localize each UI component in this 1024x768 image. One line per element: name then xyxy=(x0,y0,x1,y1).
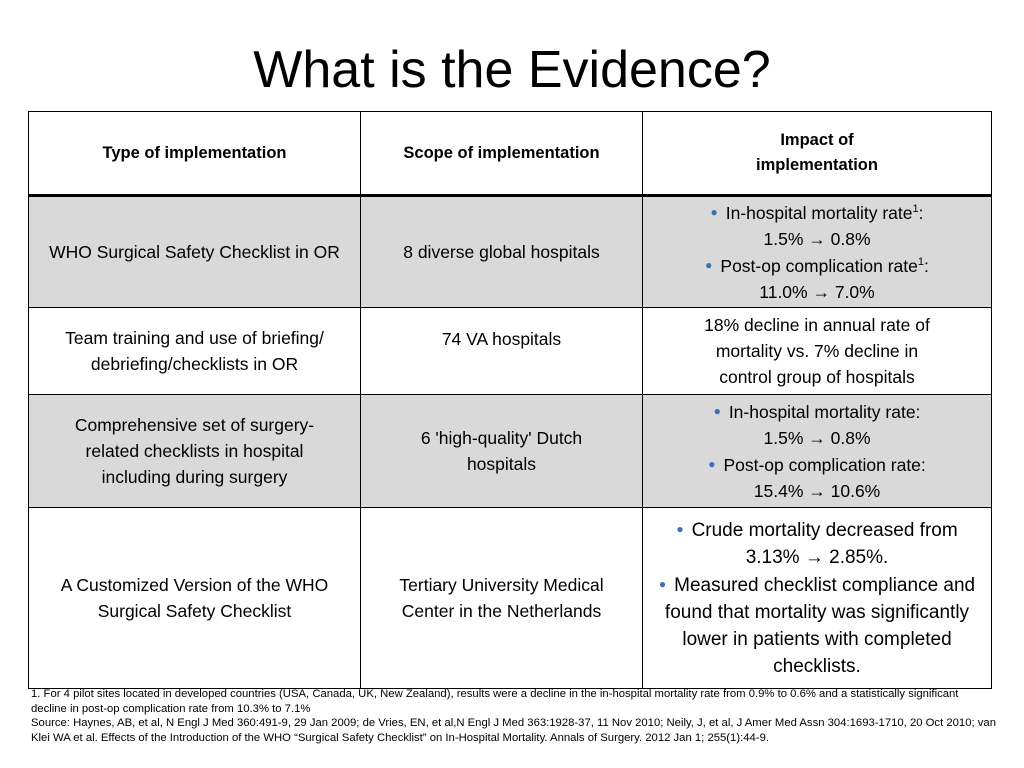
footnote-marker: 1 xyxy=(912,203,919,216)
row3-scope-text: 6 'high-quality' Dutch hospitals xyxy=(420,428,583,474)
impact-value: 1.5% → 0.8% xyxy=(763,229,871,249)
bullet-icon: ● xyxy=(710,205,718,219)
impact-value: 11.0% → 7.0% xyxy=(759,282,875,302)
list-item xyxy=(651,516,983,571)
row4-scope xyxy=(361,508,643,689)
list-item xyxy=(651,451,983,504)
impact-label: In-hospital mortality rate xyxy=(725,203,913,223)
row2-type xyxy=(29,308,361,395)
bullet-icon: ● xyxy=(658,577,667,591)
bullet-icon: ● xyxy=(705,258,713,272)
impact-label: In-hospital mortality rate: xyxy=(728,402,921,422)
page-title: What is the Evidence? xyxy=(253,41,771,99)
table-row xyxy=(29,308,992,395)
table-row xyxy=(29,508,992,689)
row4-type-text: A Customized Version of the WHO Surgical Safety Checklist xyxy=(60,575,329,621)
footnote-source: Source: Haynes, AB, et al, N Engl J Med 360:491-9, 29 Jan 2009; de Vries, EN, et al,N Engl J Med 363:1928-37, 11 Nov 2010; Neily, J, et al, J Amer Med Assn 304:1693-1710, 20 Oct 2010; van Klei WA et al. Effects of the Introduction of the WHO “Surgical Safety Checklist” on In-Hospital Mortality. Annals of Surgery. 2012 Jan 1; 255(1):44-9. xyxy=(31,717,996,744)
table-row xyxy=(29,196,992,308)
row4-impact xyxy=(643,508,992,689)
evidence-table xyxy=(28,111,992,689)
header-scope: Scope of implementation xyxy=(361,112,643,196)
bullet-icon: ● xyxy=(708,457,716,471)
list-item: ● Post-op complication rate$^1$: 11.0% → 7.0% xyxy=(705,256,929,302)
row2-impact xyxy=(643,308,992,395)
row1-scope: 8 diverse global hospitals xyxy=(361,196,643,308)
table-header-row xyxy=(29,112,992,196)
row3-impact xyxy=(643,395,992,508)
header-impact-text: Impact of implementation xyxy=(756,131,878,174)
row4-scope-text: Tertiary University Medical Center in the Netherlands xyxy=(399,575,604,621)
footnote xyxy=(31,687,997,745)
row2-type-text: Team training and use of briefing/ debriefing/checklists in OR xyxy=(65,328,324,374)
impact-value: 1.5% → 0.8% xyxy=(763,428,871,448)
row3-type xyxy=(29,395,361,508)
header-type: Type of implementation xyxy=(29,112,361,196)
footnote-marker: 1 xyxy=(917,256,924,269)
header-impact xyxy=(643,112,992,196)
table-row xyxy=(29,395,992,508)
list-item: ● In-hospital mortality rate$^1$: 1.5% → 0.8% xyxy=(710,203,924,249)
impact-label: Post-op complication rate xyxy=(720,256,918,276)
row1-impact xyxy=(643,196,992,308)
bullet-icon: ● xyxy=(713,404,721,418)
row3-type-text: Comprehensive set of surgery-related checklists in hospital including during surgery xyxy=(74,415,315,487)
row3-scope xyxy=(361,395,643,508)
impact-value: 15.4% → 10.6% xyxy=(753,481,881,501)
list-item xyxy=(651,398,983,451)
row4-type xyxy=(29,508,361,689)
footnote-note: 1. For 4 pilot sites located in developed countries (USA, Canada, UK, New Zealand), results were a decline in the in-hospital mortality rate from 0.9% to 0.6% and a statistically significant decline in post-op complication rate from 10.3% to 7.1% xyxy=(31,688,959,715)
impact-text: Crude mortality decreased from 3.13% → 2.85%. xyxy=(691,520,958,568)
impact-text: Measured checklist compliance and found that mortality was significantly lower in patients with completed checklists. xyxy=(664,575,976,677)
bullet-icon: ● xyxy=(676,522,684,536)
row2-scope: 74 VA hospitals xyxy=(361,308,643,395)
row2-impact-text: 18% decline in annual rate of mortality vs. 7% decline in control group of hospitals xyxy=(704,315,930,387)
impact-label: Post-op complication rate: xyxy=(723,455,926,475)
list-item xyxy=(651,571,983,680)
row1-type: WHO Surgical Safety Checklist in OR xyxy=(29,196,361,308)
